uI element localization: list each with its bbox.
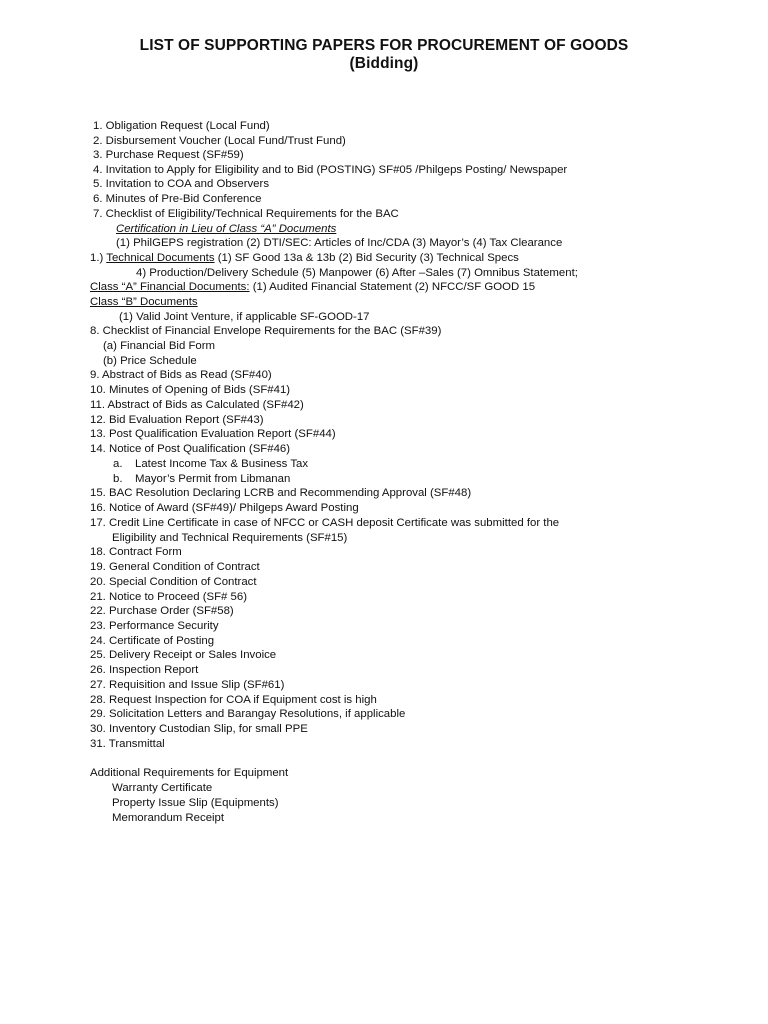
sub-item: Latest Income Tax & Business Tax bbox=[135, 458, 309, 470]
list-item: 2. Disbursement Voucher (Local Fund/Trust Fund) bbox=[93, 135, 346, 147]
list-item: 26. Inspection Report bbox=[90, 664, 199, 676]
additional-item: Property Issue Slip (Equipments) bbox=[112, 797, 279, 809]
additional-heading: Additional Requirements for Equipment bbox=[90, 767, 289, 779]
sub-item-marker: b. bbox=[113, 473, 123, 485]
list-item: 5. Invitation to COA and Observers bbox=[93, 178, 270, 190]
list-item: 27. Requisition and Issue Slip (SF#61) bbox=[90, 679, 285, 691]
additional-item: Warranty Certificate bbox=[112, 782, 213, 794]
list-item: 3. Purchase Request (SF#59) bbox=[93, 149, 244, 161]
document-title bbox=[0, 37, 768, 73]
list-item: 12. Bid Evaluation Report (SF#43) bbox=[90, 414, 264, 426]
additional-item: Memorandum Receipt bbox=[112, 812, 225, 824]
list-item: 9. Abstract of Bids as Read (SF#40) bbox=[90, 369, 272, 381]
certification-heading: Certification in Lieu of Class “A” Documents bbox=[116, 223, 337, 235]
list-item: 30. Inventory Custodian Slip, for small PPE bbox=[90, 723, 308, 735]
list-item: 10. Minutes of Opening of Bids (SF#41) bbox=[90, 384, 291, 396]
list-item: 28. Request Inspection for COA if Equipment cost is high bbox=[90, 694, 377, 706]
list-item: 15. BAC Resolution Declaring LCRB and Recommending Approval (SF#48) bbox=[90, 487, 472, 499]
title-line-2: (Bidding) bbox=[349, 55, 419, 72]
list-item: 24. Certificate of Posting bbox=[90, 635, 215, 647]
list-item: 1. Obligation Request (Local Fund) bbox=[93, 120, 270, 132]
technical-documents-line bbox=[90, 251, 519, 265]
sub-item: (b) Price Schedule bbox=[103, 355, 197, 367]
technical-documents-continued: 4) Production/Delivery Schedule (5) Manpower (6) After –Sales (7) Omnibus Statement; bbox=[136, 267, 578, 279]
list-item: 11. Abstract of Bids as Calculated (SF#42) bbox=[90, 399, 304, 411]
class-a-line bbox=[90, 280, 535, 294]
list-item: 19. General Condition of Contract bbox=[90, 561, 260, 573]
class-a-label: Class “A” Financial Documents: bbox=[90, 281, 250, 293]
list-item: 31. Transmittal bbox=[90, 738, 165, 750]
list-item: 21. Notice to Proceed (SF# 56) bbox=[90, 591, 248, 603]
class-b-label: Class “B” Documents bbox=[90, 296, 198, 308]
sub-item: (a) Financial Bid Form bbox=[103, 340, 216, 352]
list-item: 7. Checklist of Eligibility/Technical Requirements for the BAC bbox=[93, 208, 399, 220]
list-item: 20. Special Condition of Contract bbox=[90, 576, 257, 588]
class-b-item: (1) Valid Joint Venture, if applicable SF-GOOD-17 bbox=[119, 311, 370, 323]
sub-item: Mayor’s Permit from Libmanan bbox=[135, 473, 291, 485]
list-item: 6. Minutes of Pre-Bid Conference bbox=[93, 193, 262, 205]
list-item: 17. Credit Line Certificate in case of NFCC or CASH deposit Certificate was submitted for the bbox=[90, 517, 560, 529]
list-item: 16. Notice of Award (SF#49)/ Philgeps Award Posting bbox=[90, 502, 359, 514]
technical-documents-list: (1) SF Good 13a & 13b (2) Bid Security (3) Technical Specs bbox=[214, 252, 519, 264]
list-item: 8. Checklist of Financial Envelope Requirements for the BAC (SF#39) bbox=[90, 325, 442, 337]
sub-item-marker: a. bbox=[113, 458, 123, 470]
technical-prefix: 1.) bbox=[90, 252, 107, 264]
class-a-list: (1) Audited Financial Statement (2) NFCC/SF GOOD 15 bbox=[249, 281, 536, 293]
list-item: 23. Performance Security bbox=[90, 620, 219, 632]
list-item: 4. Invitation to Apply for Eligibility and to Bid (POSTING) SF#05 /Philgeps Posting/ Newspaper bbox=[93, 164, 568, 176]
list-item: 13. Post Qualification Evaluation Report (SF#44) bbox=[90, 428, 336, 440]
list-item: 29. Solicitation Letters and Barangay Resolutions, if applicable bbox=[90, 708, 406, 720]
title-line-1: LIST OF SUPPORTING PAPERS FOR PROCUREMENT OF GOODS bbox=[139, 37, 629, 54]
list-item: 22. Purchase Order (SF#58) bbox=[90, 605, 234, 617]
certification-list: (1) PhilGEPS registration (2) DTI/SEC: Articles of Inc/CDA (3) Mayor’s (4) Tax Clearance bbox=[116, 237, 563, 249]
list-item: 18. Contract Form bbox=[90, 546, 182, 558]
list-item: 14. Notice of Post Qualification (SF#46) bbox=[90, 443, 291, 455]
list-item: 25. Delivery Receipt or Sales Invoice bbox=[90, 649, 277, 661]
list-item-continued: Eligibility and Technical Requirements (SF#15) bbox=[112, 532, 348, 544]
technical-documents-label: Technical Documents bbox=[106, 252, 215, 264]
